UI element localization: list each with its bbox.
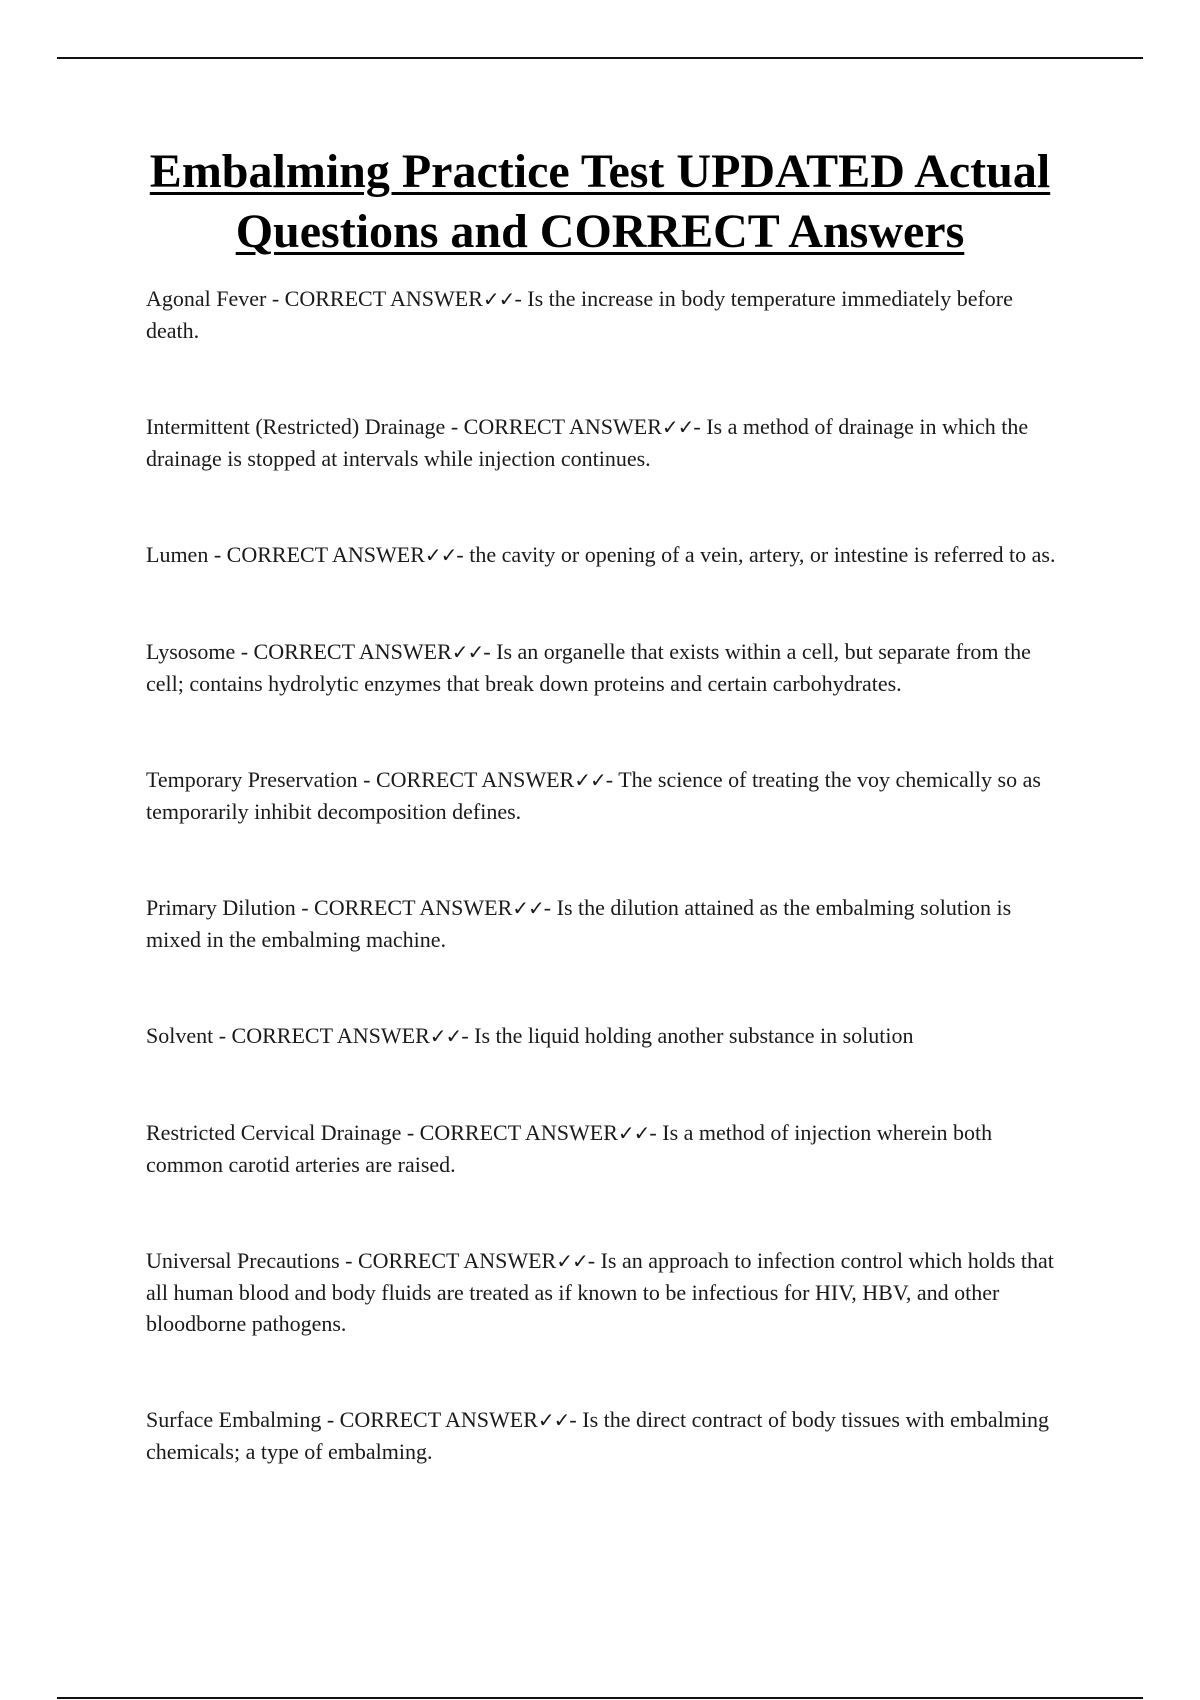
correct-answer-label: - CORRECT ANSWER (321, 1407, 538, 1432)
page-title (100, 142, 1100, 262)
double-check-icon: ✓✓ (512, 896, 544, 920)
qa-item (146, 1404, 1066, 1467)
qa-item (146, 283, 1066, 346)
answer-dash: - (461, 1023, 475, 1048)
page-title-line-2: Questions and CORRECT Answers (235, 205, 965, 258)
qa-term: Solvent (146, 1023, 214, 1048)
correct-answer-label: - CORRECT ANSWER (235, 639, 452, 664)
correct-answer-label: - CORRECT ANSWER (213, 1023, 430, 1048)
qa-answer: The science of treating the voy chemically so as temporarily inhibit decomposition defines. (146, 767, 1041, 824)
qa-answer: Is a method of drainage in which the drainage is stopped at intervals while injection continues. (146, 414, 1029, 471)
qa-item (146, 764, 1066, 827)
correct-answer-label: - CORRECT ANSWER (401, 1120, 618, 1145)
answer-dash: - (569, 1407, 583, 1432)
double-check-icon: ✓✓ (537, 1408, 570, 1432)
qa-term: Primary Dilution (146, 895, 296, 920)
double-check-icon: ✓✓ (556, 1249, 588, 1273)
answer-dash: - (693, 414, 707, 439)
qa-term: Restricted Cervical Drainage (146, 1120, 402, 1145)
qa-term: Lumen (146, 542, 209, 567)
qa-term: Surface Embalming (146, 1407, 322, 1432)
qa-item (146, 411, 1066, 474)
qa-term: Agonal Fever (146, 286, 267, 311)
qa-item (146, 636, 1066, 699)
qa-term: Intermittent (Restricted) Drainage (146, 414, 446, 439)
correct-answer-label: - CORRECT ANSWER (266, 286, 483, 311)
top-divider (57, 57, 1143, 59)
qa-list (146, 283, 1066, 1532)
qa-answer: Is the increase in body temperature immediately before death. (146, 286, 1013, 343)
double-check-icon: ✓✓ (429, 1024, 462, 1048)
correct-answer-label: - CORRECT ANSWER (357, 767, 575, 792)
double-check-icon: ✓✓ (574, 768, 606, 792)
correct-answer-label: - CORRECT ANSWER (445, 414, 662, 439)
double-check-icon: ✓✓ (482, 287, 515, 311)
answer-dash: - (514, 286, 528, 311)
double-check-icon: ✓✓ (424, 543, 457, 567)
answer-dash: - (483, 639, 497, 664)
qa-term: Universal Precautions (146, 1248, 340, 1273)
double-check-icon: ✓✓ (661, 415, 694, 439)
answer-dash: - (605, 767, 619, 792)
correct-answer-label: - CORRECT ANSWER (208, 542, 425, 567)
qa-answer: Is an approach to infection control which holds that all human blood and body fluids are treated as if known to be infectious for HIV, HBV, and other bloodborne pathogens. (146, 1248, 1054, 1336)
qa-answer: Is an organelle that exists within a cell, but separate from the cell; contains hydrolytic enzymes that break down proteins and certain carbohydrates. (146, 639, 1031, 696)
answer-dash: - (543, 895, 557, 920)
page-title-line-1: Embalming Practice Test UPDATED Actual (149, 145, 1051, 198)
qa-term: Temporary Preservation (146, 767, 358, 792)
qa-term: Lysosome (146, 639, 236, 664)
qa-item (146, 1020, 1066, 1052)
qa-item (146, 892, 1066, 955)
answer-dash: - (456, 542, 470, 567)
qa-item (146, 539, 1066, 571)
answer-dash: - (649, 1120, 663, 1145)
qa-answer: Is a method of injection wherein both common carotid arteries are raised. (146, 1120, 993, 1177)
bottom-divider (57, 1697, 1143, 1699)
correct-answer-label: - CORRECT ANSWER (295, 895, 513, 920)
qa-answer: Is the direct contract of body tissues with embalming chemicals; a type of embalming. (146, 1407, 1050, 1464)
qa-item (146, 1117, 1066, 1180)
correct-answer-label: - CORRECT ANSWER (339, 1248, 557, 1273)
double-check-icon: ✓✓ (451, 640, 484, 664)
answer-dash: - (587, 1248, 601, 1273)
qa-item (146, 1245, 1066, 1339)
qa-answer: the cavity or opening of a vein, artery, or intestine is referred to as. (469, 542, 1056, 567)
double-check-icon: ✓✓ (617, 1121, 650, 1145)
qa-answer: Is the dilution attained as the embalming solution is mixed in the embalming machine. (146, 895, 1012, 952)
qa-answer: Is the liquid holding another substance in solution (474, 1023, 914, 1048)
